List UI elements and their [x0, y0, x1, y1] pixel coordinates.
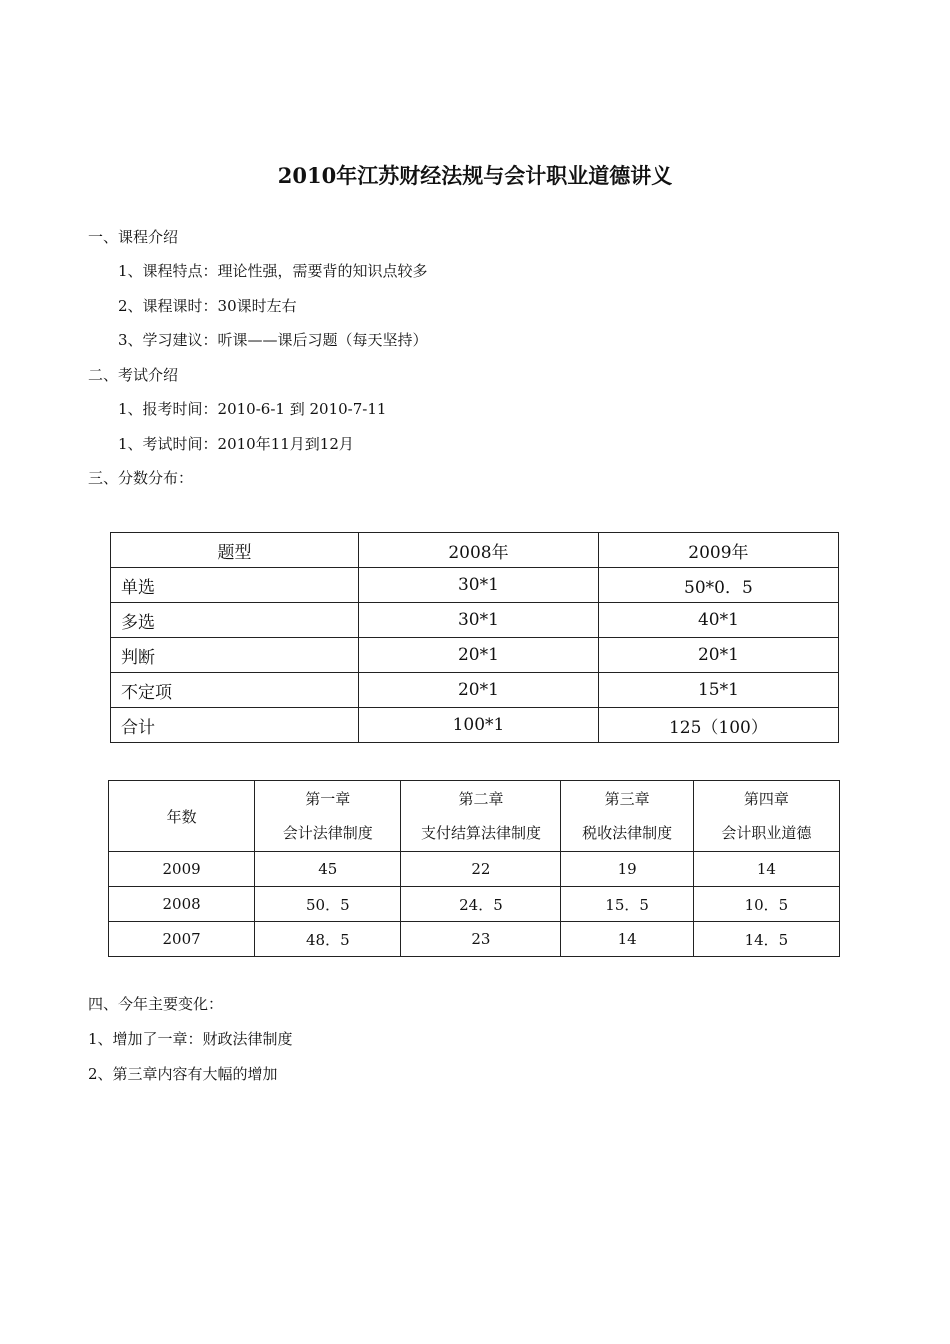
- table-cell: 23: [401, 922, 561, 957]
- chapter-name: 会计法律制度: [282, 824, 373, 842]
- table-cell: 50*0．5: [598, 568, 838, 603]
- table-row: [109, 922, 840, 957]
- table-cell: 20*1: [359, 638, 599, 673]
- chapter-name: 支付结算法律制度: [420, 824, 541, 842]
- table-cell: 30*1: [359, 568, 599, 603]
- section-heading-scores: 三、分数分布：: [88, 469, 194, 487]
- table-cell: 不定项: [111, 673, 359, 708]
- table-cell: 10．5: [693, 887, 839, 922]
- table-cell: 2009: [109, 852, 255, 887]
- table-cell: 2008: [109, 887, 255, 922]
- table-cell: 19: [561, 852, 693, 887]
- table-header-cell: 题型: [111, 533, 359, 568]
- table-cell: 48．5: [255, 922, 401, 957]
- table-cell: 50．5: [255, 887, 401, 922]
- table-header-cell: 年数: [109, 781, 255, 852]
- table-header-cell: [693, 781, 839, 852]
- table-row: [111, 708, 839, 743]
- table-header-cell: [561, 781, 693, 852]
- score-type-table: [110, 532, 839, 743]
- table-header-cell: 2009年: [598, 533, 838, 568]
- chapter-name: 税收法律制度: [582, 824, 673, 842]
- table-header-row: [111, 533, 839, 568]
- table-row: [111, 673, 839, 708]
- table-cell: 多选: [111, 603, 359, 638]
- table-header-cell: 2008年: [359, 533, 599, 568]
- chapter-number: 第四章: [743, 790, 789, 808]
- course-item-features: 1、课程特点：理论性强，需要背的知识点较多: [118, 262, 428, 280]
- section-heading-exam: 二、考试介绍: [88, 366, 179, 384]
- table-header-cell: [401, 781, 561, 852]
- table-cell: 125（100）: [598, 708, 838, 743]
- table-cell: 15*1: [598, 673, 838, 708]
- table-cell: 15．5: [561, 887, 693, 922]
- table-cell: 24．5: [401, 887, 561, 922]
- table-cell: 2007: [109, 922, 255, 957]
- document-title: 2010年江苏财经法规与会计职业道德讲义: [277, 163, 673, 188]
- table-cell: 22: [401, 852, 561, 887]
- table-cell: 合计: [111, 708, 359, 743]
- section-heading-changes: 四、今年主要变化：: [88, 995, 224, 1013]
- table-cell: 20*1: [359, 673, 599, 708]
- table-cell: 14．5: [693, 922, 839, 957]
- table-cell: 14: [693, 852, 839, 887]
- exam-item-exam-time: 1、考试时间：2010年11月到12月: [118, 435, 354, 453]
- table-cell: 45: [255, 852, 401, 887]
- change-item: 2、第三章内容有大幅的增加: [88, 1065, 278, 1083]
- table-cell: 100*1: [359, 708, 599, 743]
- table-cell: 14: [561, 922, 693, 957]
- course-item-hours: 2、课程课时：30课时左右: [118, 297, 297, 315]
- table-row: [111, 638, 839, 673]
- table-row: [109, 852, 840, 887]
- table-row: [109, 887, 840, 922]
- table-row: [111, 568, 839, 603]
- course-item-advice: 3、学习建议：听课——课后习题（每天坚持）: [118, 331, 428, 349]
- table-cell: 单选: [111, 568, 359, 603]
- table-cell: 40*1: [598, 603, 838, 638]
- chapter-number: 第一章: [305, 790, 351, 808]
- table-cell: 20*1: [598, 638, 838, 673]
- change-item: 1、增加了一章：财政法律制度: [88, 1030, 293, 1048]
- table-cell: 30*1: [359, 603, 599, 638]
- table-header-cell: [255, 781, 401, 852]
- chapter-number: 第二章: [458, 790, 504, 808]
- exam-item-registration: 1、报考时间：2010-6-1 到 2010-7-11: [118, 400, 387, 418]
- chapter-number: 第三章: [604, 790, 650, 808]
- chapter-score-table: [108, 780, 840, 957]
- table-row: [111, 603, 839, 638]
- chapter-name: 会计职业道德: [721, 824, 812, 842]
- section-heading-course: 一、课程介绍: [88, 228, 179, 246]
- table-header-row: [109, 781, 840, 852]
- table-cell: 判断: [111, 638, 359, 673]
